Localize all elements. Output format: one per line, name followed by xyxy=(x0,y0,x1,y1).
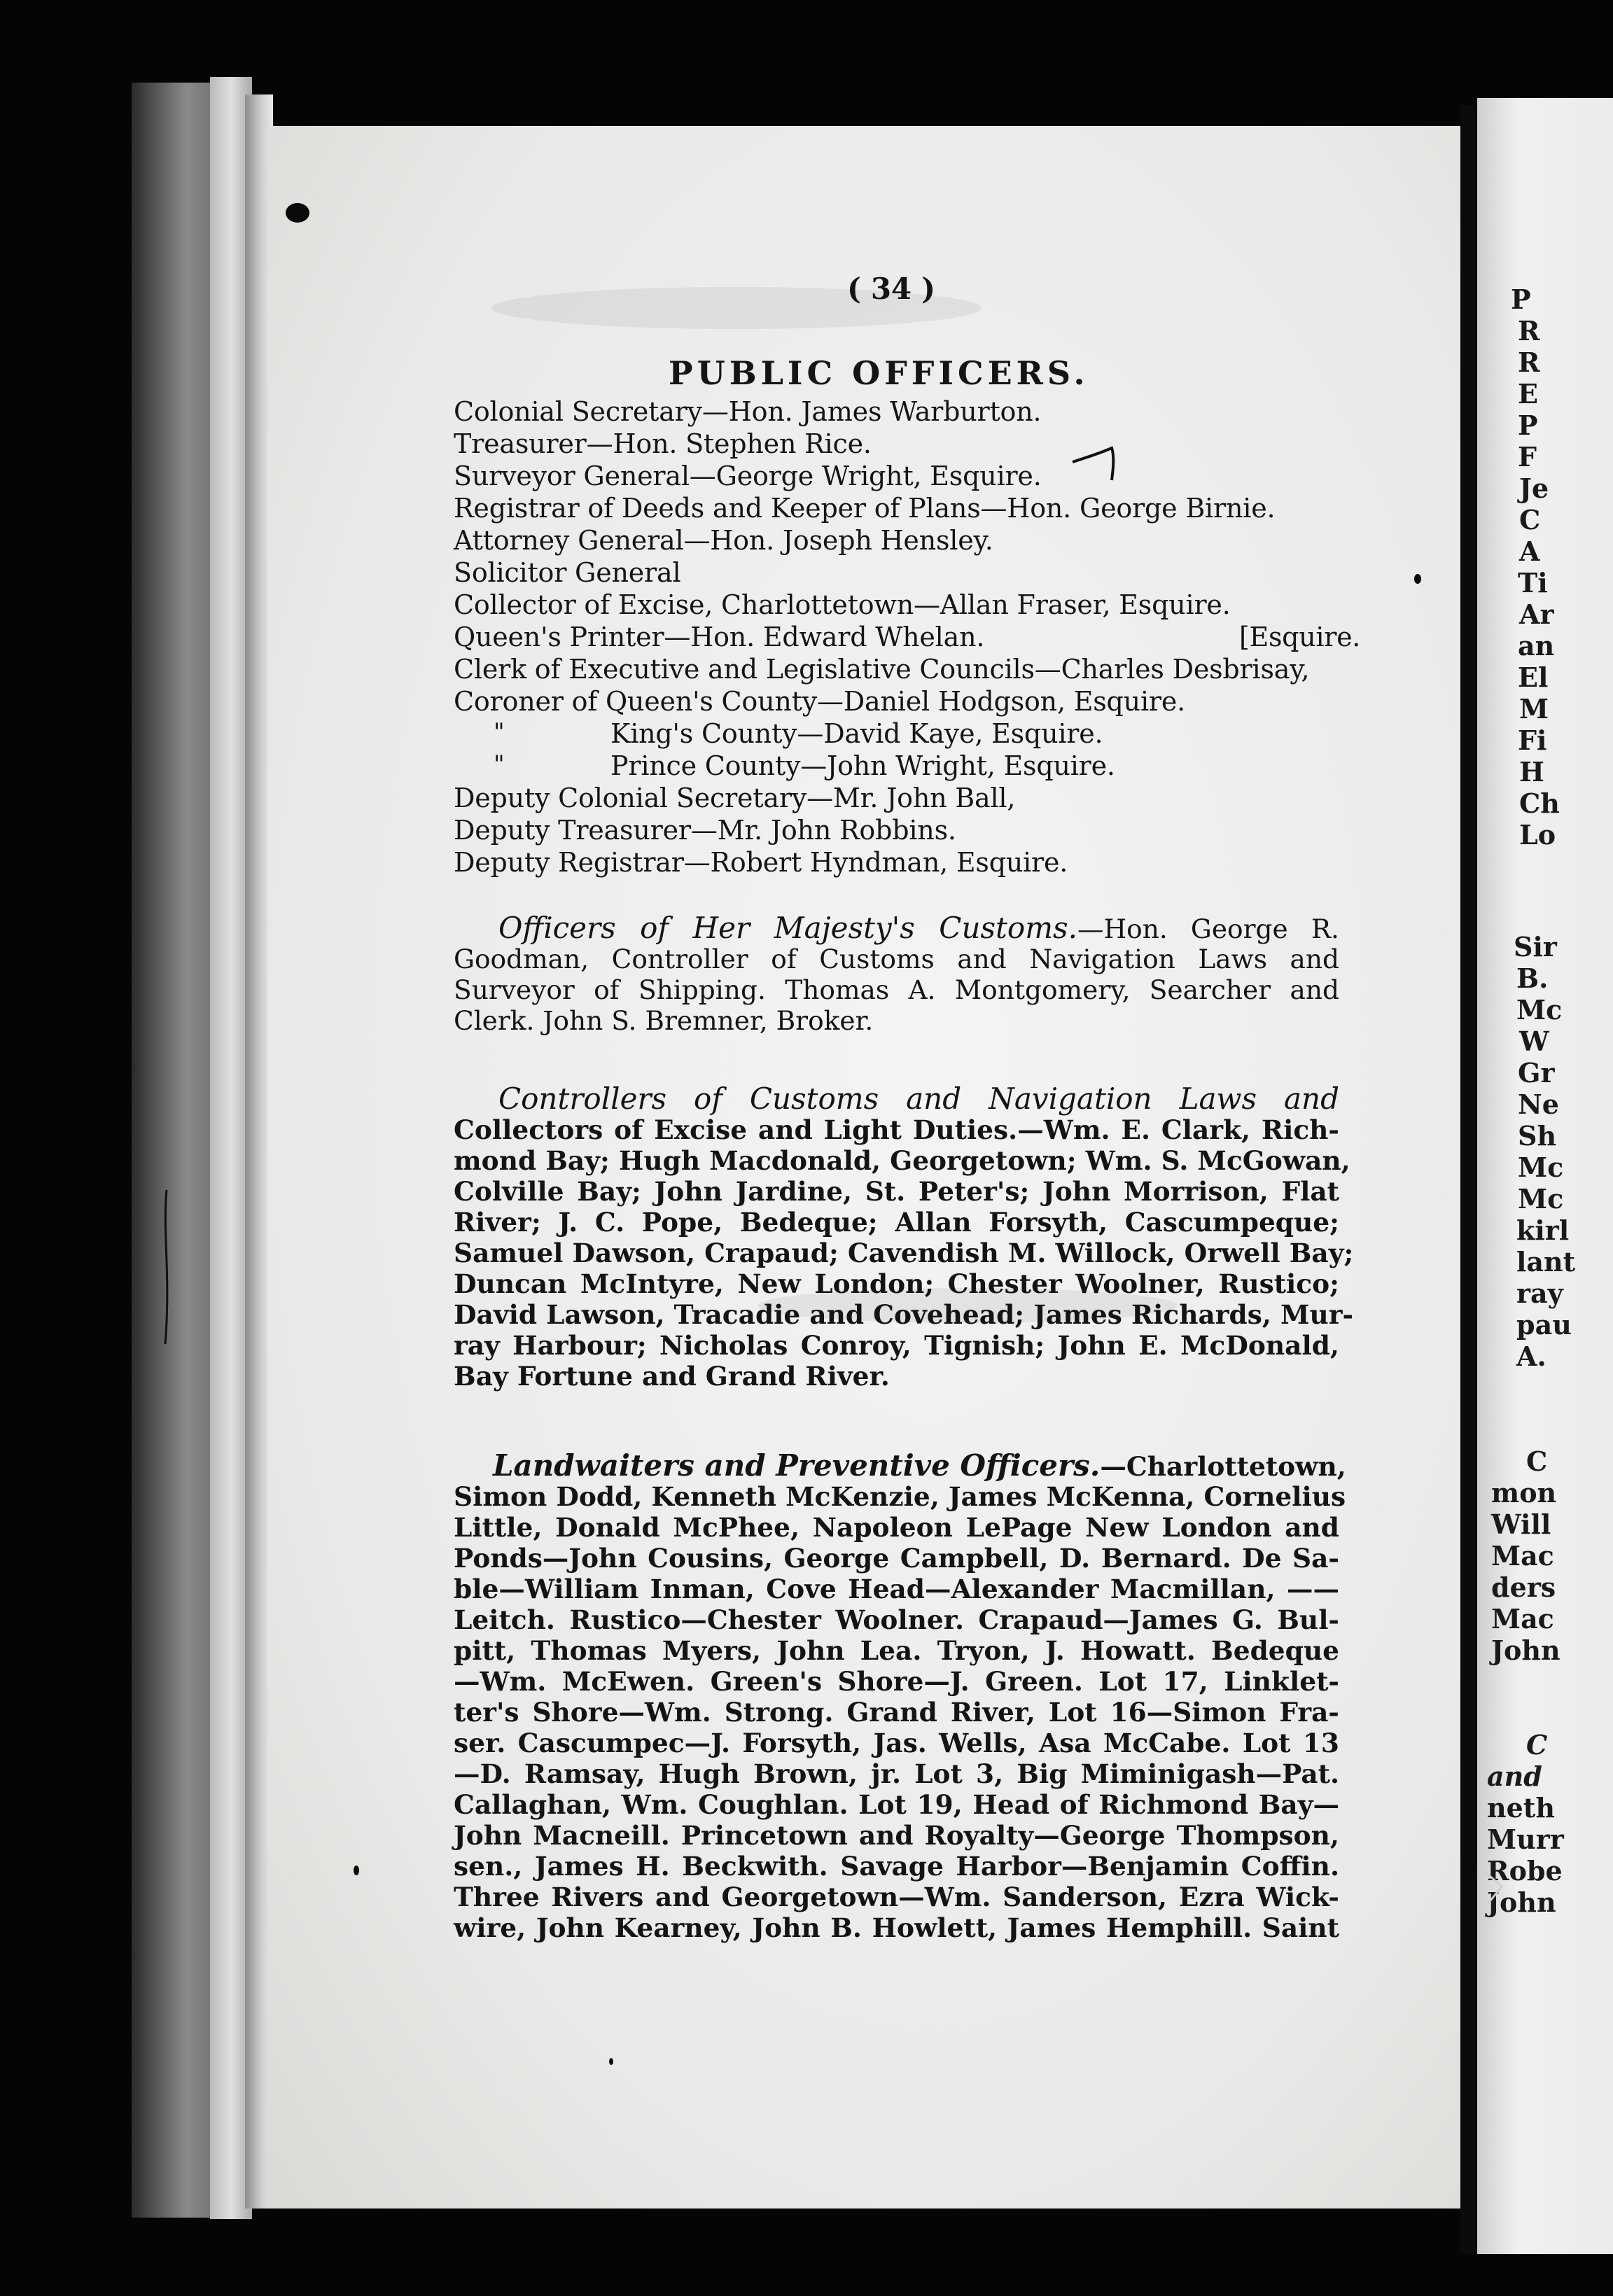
adjacent-page-text: mon xyxy=(1491,1477,1557,1508)
adjacent-page-text: John xyxy=(1487,1886,1556,1918)
adjacent-page-text: C xyxy=(1526,1446,1548,1477)
section-heading: Controllers of Customs and Navigation Laws and xyxy=(498,1082,1339,1116)
adjacent-page-text: E xyxy=(1518,378,1538,410)
landwaiters-paragraph xyxy=(454,1448,1346,1943)
adjacent-page-text: Je xyxy=(1519,472,1549,504)
adjacent-page-text: Sir xyxy=(1514,931,1557,962)
officer-line: Colonial Secretary—Hon. James Warburton. xyxy=(454,396,1042,427)
paragraph-line: David Lawson, Tracadie and Covehead; James Richards, Mur- xyxy=(454,1299,1354,1330)
adjacent-page-text: ray xyxy=(1516,1278,1563,1309)
paragraph-line: Samuel Dawson, Crapaud; Cavendish M. Willock, Orwell Bay; xyxy=(454,1238,1354,1268)
officer-line: Clerk of Executive and Legislative Councils—Charles Desbrisay, xyxy=(454,654,1310,685)
officer-line: Collector of Excise, Charlottetown—Allan Fraser, Esquire. xyxy=(454,589,1231,620)
page-number: ( 34 ) xyxy=(847,272,935,306)
paragraph-line: ser. Cascumpec—J. Forsyth, Jas. Wells, Asa McCabe. Lot 13 xyxy=(454,1728,1339,1758)
margin-line-icon xyxy=(160,1190,174,1344)
adjacent-page-text: Mac xyxy=(1491,1603,1554,1634)
officer-line: Deputy Treasurer—Mr. John Robbins. xyxy=(454,815,956,846)
paragraph-line: Ponds—John Cousins, George Campbell, D. Bernard. De Sa- xyxy=(454,1543,1339,1574)
adjacent-page-text: B. xyxy=(1516,962,1549,994)
paragraph-line: River; J. C. Pope, Bedeque; Allan Forsyth, Cascumpeque; xyxy=(454,1207,1339,1238)
paragraph-line: John Macneill. Princetown and Royalty—George Thompson, xyxy=(454,1820,1339,1851)
officer-line: Solicitor General xyxy=(454,557,681,588)
controllers-paragraph xyxy=(454,1082,1354,1392)
adjacent-page-text: Mac xyxy=(1491,1540,1554,1572)
adjacent-page-text: and xyxy=(1487,1760,1542,1792)
officer-line: Queen's Printer—Hon. Edward Whelan. xyxy=(454,622,985,652)
paragraph-line: Landwaiters and Preventive Officers.—Charlottetown, xyxy=(493,1448,1346,1483)
adjacent-page-text: Will xyxy=(1491,1508,1551,1540)
adjacent-page-text: P xyxy=(1518,410,1538,441)
officer-line: Deputy Colonial Secretary—Mr. John Ball, xyxy=(454,783,1016,813)
paragraph-line: mond Bay; Hugh Macdonald, Georgetown; Wm. S. McGowan, xyxy=(454,1145,1350,1176)
adjacent-page-text: Gr xyxy=(1518,1057,1555,1088)
ditto-mark: " xyxy=(494,718,505,746)
officer-line: Coroner of Queen's County—Daniel Hodgson, Esquire. xyxy=(454,686,1186,717)
adjacent-page-text: W xyxy=(1519,1026,1549,1057)
paragraph-line: sen., James H. Beckwith. Savage Harbor—Benjamin Coffin. xyxy=(454,1851,1339,1882)
adjacent-page-text: Fi xyxy=(1518,724,1547,756)
customs-paragraph xyxy=(454,913,1339,1036)
adjacent-page-text: Robe xyxy=(1487,1855,1563,1886)
adjacent-page-text: A. xyxy=(1516,1340,1546,1372)
ink-blot xyxy=(286,203,309,223)
adjacent-page-text: Mc xyxy=(1518,1152,1564,1183)
adjacent-page-text: Ti xyxy=(1518,567,1548,598)
paragraph-line: Duncan McIntyre, New London; Chester Woolner, Rustico; xyxy=(454,1268,1339,1299)
adjacent-page-text: M xyxy=(1519,693,1549,724)
paragraph-line: wire, John Kearney, John B. Howlett, James Hemphill. Saint xyxy=(454,1912,1339,1943)
paragraph-line: Bay Fortune and Grand River. xyxy=(454,1361,890,1392)
adjacent-page-text: F xyxy=(1518,441,1537,472)
paragraph-line: Clerk. John S. Bremner, Broker. xyxy=(454,1005,874,1036)
officer-line: King's County—David Kaye, Esquire. xyxy=(610,718,1103,749)
paragraph-line: Surveyor of Shipping. Thomas A. Montgomery, Searcher and xyxy=(454,974,1339,1005)
adjacent-page-text: R xyxy=(1518,346,1540,378)
officer-line: Attorney General—Hon. Joseph Hensley. xyxy=(454,525,993,556)
esquire-overflow: [Esquire. xyxy=(1239,622,1361,652)
paragraph-line: Leitch. Rustico—Chester Woolner. Crapaud—James G. Bul- xyxy=(454,1604,1339,1635)
book-spine xyxy=(132,83,223,2218)
page-title: PUBLIC OFFICERS. xyxy=(669,354,1089,392)
officer-line: Surveyor General—George Wright, Esquire. xyxy=(454,461,1042,491)
adjacent-page-text: H xyxy=(1519,756,1544,788)
ink-speck xyxy=(1463,1862,1474,1879)
paragraph-line: ter's Shore—Wm. Strong. Grand River, Lot 16—Simon Fra- xyxy=(454,1697,1339,1728)
paragraph-line: —D. Ramsay, Hugh Brown, jr. Lot 3, Big Miminigash—Pat. xyxy=(454,1758,1339,1789)
paragraph-line: —Wm. McEwen. Green's Shore—J. Green. Lot 17, Linklet- xyxy=(454,1666,1339,1697)
paragraph-line: ray Harbour; Nicholas Conroy, Tignish; John E. McDonald, xyxy=(454,1330,1339,1361)
pencil-mark-icon xyxy=(1071,441,1120,483)
paragraph-line: Simon Dodd, Kenneth McKenzie, James McKenna, Cornelius xyxy=(454,1481,1346,1512)
adjacent-page-text: C xyxy=(1526,1729,1548,1760)
paragraph-line: Colville Bay; John Jardine, St. Peter's; John Morrison, Flat xyxy=(454,1176,1339,1207)
adjacent-page-text: R xyxy=(1518,315,1540,346)
adjacent-page-text: El xyxy=(1518,662,1549,693)
adjacent-page xyxy=(1477,98,1613,2254)
officer-line: Deputy Registrar—Robert Hyndman, Esquire. xyxy=(454,847,1068,878)
paragraph-line: Officers of Her Majesty's Customs.—Hon. George R. xyxy=(498,911,1339,945)
adjacent-page-text: Mc xyxy=(1516,994,1563,1026)
page-gutter xyxy=(1460,105,1477,2254)
adjacent-page-text: Murr xyxy=(1487,1823,1564,1855)
paragraph-line: Three Rivers and Georgetown—Wm. Sanderson, Ezra Wick- xyxy=(454,1882,1339,1912)
pencil-mark-icon xyxy=(1481,1865,1509,1907)
section-heading: Landwaiters and Preventive Officers. xyxy=(493,1448,1101,1483)
adjacent-page-text: pau xyxy=(1516,1309,1572,1340)
paragraph-line: Goodman, Controller of Customs and Navigation Laws and xyxy=(454,944,1339,974)
ink-speck xyxy=(1414,574,1421,584)
adjacent-page-text: John xyxy=(1491,1634,1560,1666)
adjacent-page-text: Sh xyxy=(1518,1120,1557,1152)
adjacent-page-text: lant xyxy=(1516,1246,1576,1278)
ditto-mark: " xyxy=(494,750,505,778)
paragraph-line: Collectors of Excise and Light Duties.—Wm. E. Clark, Rich- xyxy=(454,1114,1339,1145)
paragraph-line: pitt, Thomas Myers, John Lea. Tryon, J. Howatt. Bedeque xyxy=(454,1635,1339,1666)
adjacent-page-text: P xyxy=(1511,284,1531,315)
adjacent-page-text: Mc xyxy=(1518,1183,1564,1214)
paragraph-line xyxy=(454,1084,1339,1114)
paragraph-line: ble—William Inman, Cove Head—Alexander Macmillan, —— xyxy=(454,1574,1339,1604)
adjacent-page-text: an xyxy=(1518,630,1555,662)
section-heading: Officers of Her Majesty's Customs. xyxy=(498,911,1077,945)
adjacent-page-text: Ar xyxy=(1519,598,1554,630)
paragraph-line: Callaghan, Wm. Coughlan. Lot 19, Head of Richmond Bay— xyxy=(454,1789,1339,1820)
ink-speck xyxy=(354,1865,359,1875)
adjacent-page-text: C xyxy=(1519,504,1541,536)
paragraph-line: Little, Donald McPhee, Napoleon LePage New London and xyxy=(454,1512,1339,1543)
officer-line: Treasurer—Hon. Stephen Rice. xyxy=(454,428,872,459)
adjacent-page-text: ders xyxy=(1491,1572,1556,1603)
adjacent-page-text: neth xyxy=(1487,1792,1555,1823)
officer-line: Prince County—John Wright, Esquire. xyxy=(610,750,1115,781)
ink-speck xyxy=(609,2058,613,2065)
adjacent-page-text: A xyxy=(1519,536,1540,567)
adjacent-page-text: Ne xyxy=(1518,1088,1559,1120)
adjacent-page-text: Lo xyxy=(1519,819,1556,850)
adjacent-page-text: Ch xyxy=(1519,788,1560,819)
officer-line: Registrar of Deeds and Keeper of Plans—Hon. George Birnie. xyxy=(454,493,1276,524)
adjacent-page-text: kirl xyxy=(1516,1214,1570,1246)
